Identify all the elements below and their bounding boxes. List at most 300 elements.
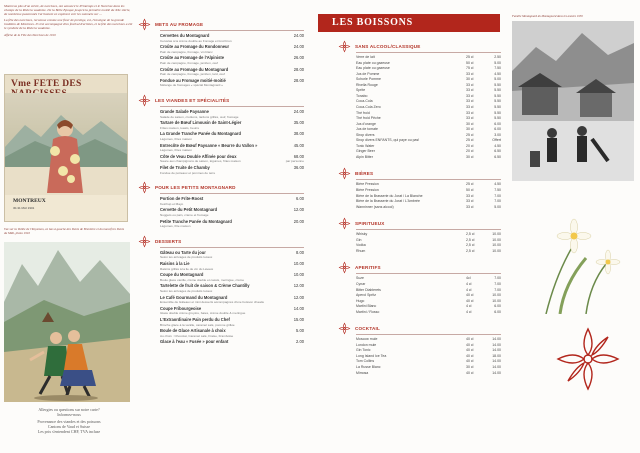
menu-item-name: Gâteau ou Tarte du jour bbox=[160, 249, 206, 255]
drink-volume: 4 cl bbox=[466, 287, 472, 292]
menu-item bbox=[160, 317, 306, 327]
drink-price: 4.50 bbox=[494, 182, 501, 187]
section-title: SPIRITUEUX bbox=[355, 221, 385, 227]
drink-volume: 2,5 cl bbox=[466, 243, 475, 248]
drink-item bbox=[356, 232, 501, 236]
menu-item bbox=[160, 328, 306, 338]
section-divider bbox=[356, 334, 501, 335]
section-divider bbox=[160, 106, 304, 107]
drink-price: 14.00 bbox=[492, 342, 501, 347]
menu-item-description: Salade de saison, croûtons, lardons grillés, œuf, fromage bbox=[160, 114, 239, 119]
drink-name: Wanninner (sans alcool) bbox=[356, 204, 394, 209]
menu-item-description: Légumes, frites maison bbox=[160, 148, 192, 153]
drink-item bbox=[356, 371, 501, 375]
drink-item bbox=[356, 182, 501, 186]
drink-price: 14.00 bbox=[492, 370, 501, 375]
poster-subtitle: MONTREUX bbox=[13, 198, 46, 204]
drink-volume: 20 cl bbox=[466, 143, 474, 148]
menu-item-price: 24.00 bbox=[293, 109, 304, 114]
menu-item bbox=[160, 250, 306, 260]
drink-volume: 40 cl bbox=[466, 353, 474, 358]
drink-volume: 40 cl bbox=[466, 293, 474, 298]
menu-item-name: Croûte au Fromage de l'Alpiniste bbox=[160, 55, 224, 61]
drink-item bbox=[356, 127, 501, 131]
intro-paragraph: Montreux plus d'un siècle, de narcisses, ont annoncé le Printemps et le Narcisse dans les champs de la Riviera vaudoise. De la Belle Epoque jusqu'à la première moitié du XXe siècle, de nombreux passionnés l'arrivaient en espérant voir les sommets sur ... bbox=[4, 4, 131, 17]
menu-item-name: Le Café Gourmand du Montagnard bbox=[160, 294, 228, 300]
menu-item-description: Légumes, frites maison bbox=[160, 136, 192, 141]
drink-item bbox=[356, 238, 501, 242]
menu-item-name: Raisins à la Lie bbox=[160, 261, 190, 266]
drink-item bbox=[356, 205, 501, 209]
drink-price: 7.50 bbox=[494, 188, 501, 192]
drink-price: 6.50 bbox=[494, 149, 501, 154]
menu-item-name: Croûte au Fromage du Montagnard bbox=[160, 66, 229, 72]
drink-item bbox=[356, 138, 501, 142]
drink-volume: 40 cl bbox=[466, 337, 474, 342]
menu-item bbox=[160, 55, 306, 65]
section-divider bbox=[356, 229, 501, 230]
menu-item-price: 10.00 bbox=[293, 272, 304, 278]
drink-price: 5.50 bbox=[494, 116, 501, 121]
menu-item-name: Fondue au Fromage moitié-moitié bbox=[160, 77, 226, 83]
drink-name: Sirop divers ENFANTS, qui paye ou pas! bbox=[356, 138, 420, 143]
drink-volume: 33 cl bbox=[466, 110, 474, 115]
drink-volume: 33 cl bbox=[466, 199, 474, 204]
menu-item bbox=[160, 143, 306, 153]
menu-item bbox=[160, 154, 306, 164]
red-outline-flower-icon bbox=[548, 319, 628, 399]
drink-price: 5.50 bbox=[494, 104, 501, 109]
drink-volume: 2,5 cl bbox=[466, 237, 475, 242]
menu-item-name: L'Extraordinaire Pain perdu du Chef bbox=[160, 317, 230, 322]
menu-item-name: Grande Salade Paysanne bbox=[160, 109, 209, 114]
menu-item-name: Tartelette de fruit de saison & Crème Chantilly bbox=[160, 283, 250, 289]
drink-volume: 25 cl bbox=[466, 138, 474, 143]
drink-price: Offert bbox=[492, 138, 501, 143]
menu-item-description: Brioche glace à la vanille, caramel salé, pomme grillée bbox=[160, 322, 235, 327]
menu-item-description: Ensemble de Gâteaux et mini desserts accompagnés d'une boisson chaude bbox=[160, 300, 265, 305]
drink-price: 6.00 bbox=[494, 127, 501, 132]
drink-volume: 33 cl bbox=[466, 104, 474, 109]
drink-volume: 33 cl bbox=[466, 82, 474, 87]
drink-volume: 33 cl bbox=[466, 71, 474, 76]
drink-item bbox=[356, 243, 501, 247]
drink-volume: 40 cl bbox=[466, 348, 474, 353]
menu-item-price: 26.00 bbox=[293, 55, 304, 61]
drink-name: Suze bbox=[356, 276, 364, 281]
drink-name: Sprite bbox=[356, 88, 366, 93]
drink-volume: 30 cl bbox=[466, 365, 474, 369]
drink-price: 7.50 bbox=[494, 66, 501, 71]
drink-name: Tonic Water bbox=[356, 143, 375, 148]
menu-item-name: Petite Tranche Panée du Montagnard bbox=[160, 218, 232, 224]
drink-volume: 25 cl bbox=[466, 132, 474, 137]
poster-caption: Affiche de la Fête des Narcisses de 1910 bbox=[4, 32, 56, 37]
drink-name: Mimosa bbox=[356, 370, 369, 375]
drink-item bbox=[356, 299, 501, 303]
drink-volume: 33 cl bbox=[466, 193, 474, 198]
section-divider bbox=[160, 247, 304, 248]
menu-item-description: Frites maison, toasts, beurre bbox=[160, 125, 200, 130]
menu-item-price: 12.00 bbox=[293, 294, 304, 300]
drink-name: Jus d'orange bbox=[356, 121, 376, 126]
menu-item-description: Cervelas à la crème double au fromage et fond brun bbox=[160, 38, 232, 43]
menu-item bbox=[160, 272, 306, 282]
drink-price: 5.00 bbox=[494, 204, 501, 209]
section-title: BIÈRES bbox=[355, 171, 374, 177]
menu-item-price: 28.00 bbox=[293, 66, 304, 72]
menu-item-name: Coupe Fribourgeoise bbox=[160, 305, 202, 311]
drink-price: 4.50 bbox=[494, 71, 501, 76]
drink-name: Hugo bbox=[356, 298, 365, 303]
flower-icon bbox=[138, 181, 151, 194]
drink-name: Verre de lait bbox=[356, 55, 375, 59]
drink-item bbox=[356, 149, 501, 153]
drink-name: Aperol Spritz bbox=[356, 293, 377, 298]
drink-volume: 25 cl bbox=[466, 182, 474, 187]
menu-item-description: Nuggets ou pain, crème et fromage bbox=[160, 212, 209, 217]
drink-name: Vodka bbox=[356, 243, 366, 248]
fete-des-narcisses-poster bbox=[4, 74, 128, 222]
menu-item-price: 45.00 bbox=[293, 142, 304, 148]
intro-paragraph: La fête des narcisses, reconnue comme une fleur de prestige, est, l'enseigne de la grande tradition de Montreux. Il s'est accompagné d'un festival d'artistes, et la fête des narcisses a été le symbole de la Riviera vaudoise. bbox=[4, 18, 133, 31]
drink-item bbox=[356, 337, 501, 341]
drink-price: 10.00 bbox=[492, 248, 501, 253]
drink-name: Schorle Pomme bbox=[356, 77, 381, 82]
drink-volume: 40 cl bbox=[466, 359, 474, 364]
section-title: POUR LES PETITS MONTAGNARD bbox=[155, 185, 236, 191]
menu-item bbox=[160, 295, 306, 305]
drink-item bbox=[356, 188, 501, 192]
menu-item-name: Côte de Veau Double Affinée pour deux bbox=[160, 153, 237, 159]
drink-name: Alpin Bitter bbox=[356, 154, 373, 159]
section-title: APERITIFS bbox=[355, 265, 381, 271]
drink-price: 7.00 bbox=[494, 287, 501, 292]
menu-item-price: 10.00 bbox=[293, 261, 304, 266]
narcissus-illustration bbox=[516, 214, 634, 314]
drink-price: 10.00 bbox=[492, 232, 501, 237]
drink-price: 5.50 bbox=[494, 110, 501, 115]
drink-item bbox=[356, 304, 501, 308]
drink-volume: 33 cl bbox=[466, 116, 474, 121]
drink-price: 7.00 bbox=[494, 193, 501, 198]
drink-price: 5.00 bbox=[494, 77, 501, 82]
menu-item-price: 5.00 bbox=[296, 328, 304, 334]
menu-item-name: Cervette du Petit Montagnard bbox=[160, 207, 218, 213]
drink-name: Tonabo bbox=[356, 93, 368, 98]
poster-dates: 30-31 MAI 1901 bbox=[13, 206, 35, 210]
menu-item-description: Fondue de poireaux et pommes de terre bbox=[160, 170, 216, 175]
drink-volume: 75 cl bbox=[466, 66, 474, 71]
drink-name: Thé froid bbox=[356, 110, 370, 115]
drink-volume: 4 cl bbox=[466, 304, 472, 309]
menu-item-name: Croûte au Fromage du Rondonneur bbox=[160, 44, 230, 50]
menu-item-description: Boule glace vanille, crème double et cassis, meringue, crème bbox=[160, 277, 245, 282]
menu-item bbox=[160, 67, 306, 77]
menu-item-description: Glace double crème gruyère, baies, crème double & meringue bbox=[160, 311, 246, 316]
drink-volume: 33 cl bbox=[466, 99, 474, 104]
drink-volume: 25 cl bbox=[466, 55, 474, 59]
drink-item bbox=[356, 155, 501, 159]
menu-item-description: Pain de campagne, fromage, jambon, lard, œuf bbox=[160, 72, 225, 77]
drink-price: 5.50 bbox=[494, 99, 501, 104]
menu-item bbox=[160, 33, 306, 43]
historic-village-photo bbox=[512, 21, 634, 181]
drink-item bbox=[356, 144, 501, 148]
menu-item-price: 12.00 bbox=[293, 207, 304, 213]
menu-item-description: Selon les arrivages de produits locaux bbox=[160, 255, 213, 260]
drink-item bbox=[356, 88, 501, 92]
menu-item-description: Pain de campagne, fromage, jambon, œuf bbox=[160, 60, 218, 65]
drink-item bbox=[356, 199, 501, 203]
drink-item bbox=[356, 282, 501, 286]
drink-volume: 4 cl bbox=[466, 309, 472, 314]
menu-item bbox=[160, 339, 306, 345]
drink-name: Coca-Cola bbox=[356, 99, 373, 104]
menu-item bbox=[160, 261, 306, 271]
menu-item-price: 8.00 bbox=[296, 249, 304, 255]
drink-item bbox=[356, 111, 501, 115]
drink-price: 6.00 bbox=[494, 121, 501, 126]
allergy-footer: Allergies ou questions sur notre carte? Informez-nous Provenance des viandes et des poissons Cantons de Vaud et Suisse Les prix s'entendent CHF, TVA incluse bbox=[37, 407, 101, 434]
menu-item-price: 24.00 bbox=[293, 33, 304, 38]
drink-volume: 40 cl bbox=[466, 370, 474, 375]
menu-item-price: 28.00 bbox=[293, 77, 304, 83]
menu-item-price-note: par personne bbox=[285, 158, 304, 163]
poster-figure-illustration bbox=[35, 115, 95, 195]
menu-item-description: Pain de campagne, fromage, vin blanc bbox=[160, 49, 213, 54]
drink-item bbox=[356, 133, 501, 137]
flower-icon bbox=[138, 94, 151, 107]
menu-item bbox=[160, 78, 306, 88]
drink-price: 2.50 bbox=[494, 55, 501, 59]
drink-price: 5.50 bbox=[494, 93, 501, 98]
drink-item bbox=[356, 77, 501, 81]
flower-icon bbox=[138, 18, 151, 31]
drink-volume: 33 cl bbox=[466, 204, 474, 209]
section-title: COCKTAIL bbox=[355, 326, 380, 332]
drink-item bbox=[356, 99, 501, 103]
valley-photo-caption: Vue sur la Vallée de l'Intyamon, en bas à gauche des Dents de Brenleire et du massif les Dents du Midi, photo 1910 bbox=[4, 227, 125, 235]
drink-item bbox=[356, 310, 501, 314]
flower-icon bbox=[338, 40, 351, 53]
drink-item bbox=[356, 66, 501, 70]
drink-item bbox=[356, 61, 501, 65]
section-divider bbox=[356, 273, 501, 274]
section-divider bbox=[356, 179, 501, 180]
family-photo-caption: Famille Montagnard du Montagnard dans les années 1950 bbox=[512, 14, 583, 18]
menu-item-price: 14.00 bbox=[293, 305, 304, 311]
drink-price: 7.00 bbox=[494, 199, 501, 204]
drink-volume: 2,5 cl bbox=[466, 248, 475, 253]
drink-price: 14.00 bbox=[492, 359, 501, 364]
menu-item-price: 20.00 bbox=[293, 218, 304, 224]
section-divider bbox=[160, 193, 304, 194]
menu-item bbox=[160, 120, 306, 130]
menu-item-description: Légumes, frite maison bbox=[160, 224, 191, 229]
poster-title: Vme FETE DES bbox=[11, 79, 82, 89]
drink-name: Thé froid Pêche bbox=[356, 116, 381, 121]
drink-name: London mule bbox=[356, 342, 377, 347]
drink-volume: 40 cl bbox=[466, 342, 474, 347]
drink-price: 6.50 bbox=[494, 154, 501, 159]
drink-item bbox=[356, 293, 501, 297]
drink-name: Bitter Diablerets bbox=[356, 287, 381, 292]
drink-item bbox=[356, 55, 501, 59]
drink-price: 4.50 bbox=[494, 143, 501, 148]
menu-item-name: Tartare de Bœuf Limousin de Saint-Légier bbox=[160, 120, 242, 126]
drink-item bbox=[356, 348, 501, 352]
drink-price: 14.00 bbox=[492, 365, 501, 369]
drink-item bbox=[356, 194, 501, 198]
drink-price: 10.00 bbox=[492, 237, 501, 242]
drink-price: 14.00 bbox=[492, 348, 501, 353]
drink-volume: 50 cl bbox=[466, 60, 474, 65]
drink-price: 5.00 bbox=[494, 60, 501, 65]
menu-item-description: Raisins grillés à la lie de vin du Lavaux bbox=[160, 266, 214, 271]
drink-price: 7.00 bbox=[494, 281, 501, 286]
drink-item bbox=[356, 249, 501, 253]
menu-item bbox=[160, 109, 306, 119]
boissons-header: LES BOISSONS bbox=[318, 14, 500, 32]
menu-item-price: 12.00 bbox=[293, 283, 304, 289]
menu-item-name: Cervettes du Montagnard bbox=[160, 33, 210, 38]
menu-item-price: 35.00 bbox=[293, 120, 304, 126]
drink-price: 14.00 bbox=[492, 337, 501, 342]
drink-volume: 30 cl bbox=[466, 77, 474, 82]
section-divider bbox=[356, 52, 501, 53]
drink-item bbox=[356, 94, 501, 98]
menu-item bbox=[160, 306, 306, 316]
drink-price: 10.00 bbox=[492, 243, 501, 248]
flower-icon bbox=[338, 217, 351, 230]
drink-name: Bière de la Brasserie du Jorat / L'Ambrée bbox=[356, 199, 420, 204]
drink-name: Long Island Ice Tea bbox=[356, 353, 387, 358]
menu-item-description: Selon les arrivages de produits locaux bbox=[160, 288, 213, 293]
menu-item-name: Glace à l'eau « Fusée » pour enfant bbox=[160, 339, 229, 345]
drink-item bbox=[356, 343, 501, 347]
drink-item bbox=[356, 365, 501, 369]
drink-name: Tom Collins bbox=[356, 359, 375, 364]
menu-item-description: Sauce aux champignons de saison, légumes, frites maison bbox=[160, 159, 241, 164]
flower-icon bbox=[338, 167, 351, 180]
drink-volume: 4 cl bbox=[466, 281, 472, 286]
drink-name: Sirop divers bbox=[356, 132, 375, 137]
drink-price: 3.00 bbox=[494, 132, 501, 137]
drink-name: Martini Blanc bbox=[356, 304, 377, 309]
drink-name: Rivella Rouge bbox=[356, 82, 378, 87]
menu-item-name: Entrecôte de Bœuf Paysanne « Beurre du Vallon » bbox=[160, 142, 258, 148]
drink-name: Bière Pression bbox=[356, 182, 379, 187]
drink-price: 18.00 bbox=[492, 353, 501, 358]
menu-item-name: La Grande Tranche Panée du Montagnard bbox=[160, 131, 241, 137]
drink-name: Gin bbox=[356, 237, 362, 242]
drink-name: Moscow mule bbox=[356, 337, 378, 342]
section-title: METS AU FROMAGE bbox=[155, 22, 204, 27]
flower-icon bbox=[138, 235, 151, 248]
menu-item-name: Boule de Glace Artisanale à choix bbox=[160, 328, 226, 334]
menu-item bbox=[160, 283, 306, 293]
section-title: SANS ALCOOL/CLASSIQUE bbox=[355, 44, 421, 49]
drink-price: 10.00 bbox=[492, 293, 501, 298]
drink-volume: 33 cl bbox=[466, 88, 474, 93]
history-column bbox=[4, 4, 134, 449]
menu-item bbox=[160, 207, 306, 217]
menu-item-price: 38.00 bbox=[293, 131, 304, 137]
drink-name: Ginger Beer bbox=[356, 149, 375, 154]
menu-item-price: 68.00 bbox=[293, 153, 304, 159]
drink-volume: 20 cl bbox=[466, 149, 474, 154]
menu-item-price: 24.00 bbox=[293, 44, 304, 50]
drink-volume: 4cl bbox=[466, 276, 471, 281]
drink-volume: 40 cl bbox=[466, 298, 474, 303]
flower-icon bbox=[338, 261, 351, 274]
menu-item-price: 36.00 bbox=[293, 165, 304, 170]
menu-item-name: Coupe du Montagnard bbox=[160, 272, 204, 278]
drink-item bbox=[356, 276, 501, 280]
drink-name: Bière Pression bbox=[356, 188, 379, 192]
drink-price: 5.50 bbox=[494, 88, 501, 93]
drink-item bbox=[356, 83, 501, 87]
drink-name: Jus de tomate bbox=[356, 127, 378, 132]
drink-name: Coca-Cola Zero bbox=[356, 104, 381, 109]
section-title: LES VIANDES ET SPÉCIALITÉS bbox=[155, 98, 230, 103]
menu-item-name: Portion de Frite-Roost bbox=[160, 196, 204, 202]
flower-icon bbox=[338, 322, 351, 335]
alpine-dancers-illustration bbox=[4, 242, 130, 402]
drink-price: 6.00 bbox=[494, 309, 501, 314]
drink-item bbox=[356, 354, 501, 358]
drink-name: Bière de la Brasserie du Jorat / La Blanche bbox=[356, 193, 423, 198]
drink-name: Eau plate ou gazeuse bbox=[356, 60, 390, 65]
drink-item bbox=[356, 105, 501, 109]
drink-item bbox=[356, 359, 501, 363]
drink-volume: 30 cl bbox=[466, 127, 474, 132]
menu-item bbox=[160, 165, 306, 175]
drink-name: Eau plate ou gazeuse bbox=[356, 66, 390, 71]
menu-item-price: 6.00 bbox=[296, 196, 304, 202]
menu-item bbox=[160, 219, 306, 229]
drink-volume: 30 cl bbox=[466, 121, 474, 126]
drink-name: Jus de Pomme bbox=[356, 71, 380, 76]
drink-item bbox=[356, 288, 501, 292]
drink-item bbox=[356, 72, 501, 76]
drink-name: Rhum bbox=[356, 248, 366, 253]
menu-item-description: Ketchup et Mayo bbox=[160, 201, 184, 206]
drink-name: Whisky bbox=[356, 232, 368, 237]
menu-item-name: Filet de Truite de Chamby bbox=[160, 165, 210, 170]
menu-item bbox=[160, 196, 306, 206]
drink-item bbox=[356, 116, 501, 120]
drink-name: La Russe Blanc bbox=[356, 365, 381, 369]
menu-item bbox=[160, 44, 306, 54]
drink-name: Martini / Rosso bbox=[356, 309, 380, 314]
section-divider bbox=[160, 30, 304, 31]
drink-price: 5.50 bbox=[494, 82, 501, 87]
drink-volume: 50 cl bbox=[466, 188, 474, 192]
menu-item-description: Mélange de fromages « spécial Montagnard » bbox=[160, 83, 223, 88]
section-title: DESSERTS bbox=[155, 238, 182, 244]
drink-price: 6.00 bbox=[494, 304, 501, 309]
menu-item-price: 15.00 bbox=[293, 317, 304, 322]
menu-item-description: Au choix : Chocolat, Caramel salé, Fraise, Framboise bbox=[160, 333, 234, 338]
drink-name: Cynar bbox=[356, 281, 366, 286]
drink-price: 7.00 bbox=[494, 276, 501, 281]
drink-name: Gin Tonic bbox=[356, 348, 371, 353]
drink-volume: 30 cl bbox=[466, 154, 474, 159]
photo-column bbox=[512, 14, 636, 450]
menu-item-price: 2.00 bbox=[296, 339, 304, 345]
